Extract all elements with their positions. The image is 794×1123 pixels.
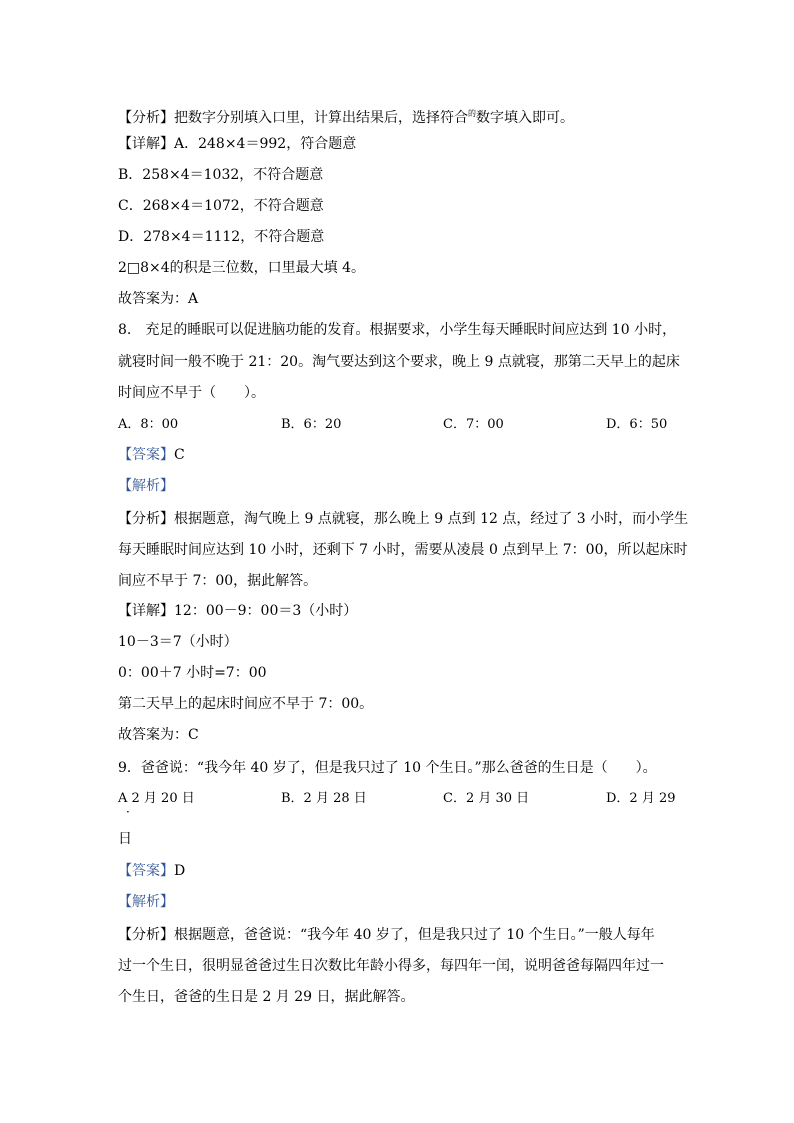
detail-line-d: D．278×4＝1112，不符合题意 [118,229,325,245]
answer-value: C [174,447,185,463]
q8-option-b: B．6：20 [281,417,342,432]
q9-analysis-line-2: 过一个生日，很明显爸爸过生日次数比年龄小得多，每四年一闰，说明爸爸每隔四年过一 [118,958,664,974]
answer-value: D [174,863,186,879]
q8-option-c: C．7：00 [443,417,504,432]
question-8-line-3: 时间应不早于（ ）。 [118,385,265,401]
q9-analysis-line-3: 个生日，爸爸的生日是 2 月 29 日，据此解答。 [118,989,415,1005]
analysis-line-1 [118,104,574,128]
q8-explanation-tag: 【解析】 [118,478,174,494]
q8-detail-line-1: 【详解】12：00－9：00＝3（小时） [118,603,358,619]
q9-analysis-line-1: 【分析】根据题意，爸爸说：“我今年 40 岁了，但是我只过了 10 个生日。”一般人每年 [118,927,655,943]
q9-option-d-wrap: 日 [118,831,132,847]
q9-option-b: B．2 月 28 日 [281,791,367,806]
q8-option-a: A．8：00 [118,417,179,432]
question-8-line-2: 就寝时间一般不晚于 21：20。淘气要达到这个要求，晚上 9 点就寝，那第二天早上的起床 [118,354,680,370]
question-8-line-1: 8. 充足的睡眠可以促进脑功能的发育。根据要求，小学生每天睡眠时间应达到 10 小时， [118,322,677,338]
answer-tag: 【答案】 [118,447,174,463]
q8-analysis-line-3: 间应不早于 7：00，据此解答。 [118,573,318,589]
superscript-char: 的 [468,109,476,118]
answer-tag: 【答案】 [118,863,174,879]
q9-option-a: A 2 月 20 日 [118,791,195,806]
q8-detail-line-2: 10－3＝7（小时） [118,634,238,650]
detail-line-a: 【详解】A．248×4＝992，符合题意 [118,136,357,152]
analysis-text: 把数字分别填入口里，计算出结果后，选择符合 [174,110,468,126]
analysis-text-end: 数字填入即可。 [476,110,574,126]
q9-explanation-tag: 【解析】 [118,894,174,910]
q9-answer-line [118,861,185,881]
q8-analysis-line-1: 【分析】根据题意，淘气晚上 9 点就寝，那么晚上 9 点到 12 点，经过了 3 小时，而小学生 [118,511,689,527]
q8-detail-line-4: 第二天早上的起床时间应不早于 7：00。 [118,696,374,712]
q8-analysis-line-2: 每天睡眠时间应达到 10 小时，还剩下 7 小时，需要从凌晨 0 点到早上 7：00，所以起床时 [118,542,688,558]
q8-answer-line [118,445,185,465]
final-answer-q7: 故答案为：A [118,291,199,307]
q8-final-answer: 故答案为：C [118,727,199,743]
question-9-line-1: 9．爸爸说：“我今年 40 岁了，但是我只过了 10 个生日。”那么爸爸的生日是（ ）。 [118,760,657,776]
detail-conclusion: 2□8×4的积是三位数，口里最大填 4。 [118,260,366,276]
q8-detail-line-3: 0：00＋7 小时=7：00 [118,665,267,681]
q8-option-d: D．6：50 [606,417,668,432]
q9-option-c: C．2 月 30 日 [443,791,530,806]
q9-option-a-dot: · [126,805,130,819]
q9-option-d: D．2 月 29 [606,791,676,806]
detail-line-c: C．268×4＝1072，不符合题意 [118,198,324,214]
detail-line-b: B．258×4＝1032，不符合题意 [118,167,324,183]
analysis-tag: 【分析】 [118,110,174,126]
